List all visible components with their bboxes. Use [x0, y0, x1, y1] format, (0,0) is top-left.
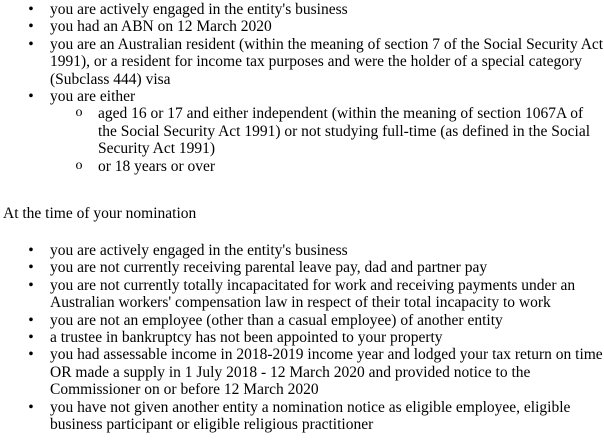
list-item [0, 88, 604, 175]
sub-list-item-text: or 18 years or over [98, 157, 216, 175]
circle-bullet-icon: o [75, 105, 83, 121]
circle-bullet-icon: o [75, 157, 83, 173]
bullet-icon: • [28, 311, 34, 329]
list-item-text: you are not currently totally incapacitated for work and receiving payments under an Australian workers' compensation law in respect of their total incapacity to work [50, 276, 576, 312]
list-item-text: you are either [50, 88, 136, 106]
age-sub-list [50, 105, 604, 175]
list-item-text: you had assessable income in 2018-2019 income year and lodged your tax return on time OR made a supply in 1 July 2018 - 12 March 2020 and provided notice to the Commissioner on or before 12 March 2020 [50, 346, 603, 399]
nomination-heading: At the time of your nomination [3, 205, 197, 222]
bullet-icon: • [28, 276, 34, 294]
list-item-text: you have not given another entity a nomination notice as eligible employee, eligible business participant or eligible religious practitioner [50, 398, 571, 434]
bullet-icon: • [28, 242, 34, 259]
bullet-icon: • [28, 1, 34, 18]
list-item-text: you had an ABN on 12 March 2020 [50, 18, 272, 36]
list-item [0, 399, 604, 434]
list-item-text: you are not an employee (other than a casual employee) of another entity [50, 311, 503, 329]
list-item [0, 312, 604, 329]
list-item [0, 18, 604, 35]
bullet-icon: • [28, 346, 34, 364]
sub-list-item-text: aged 16 or 17 and either independent (within the meaning of section 1067A of the Social Security Act 1991) or not studying full-time (as defined in the Social Security Act 1991) [98, 105, 591, 158]
list-item-text: you are actively engaged in the entity's business [50, 242, 348, 259]
bullet-icon: • [28, 259, 34, 277]
list-item-text: a trustee in bankruptcy has not been appointed to your property [50, 329, 443, 347]
list-item-text: you are actively engaged in the entity's business [50, 1, 348, 18]
list-item-text: you are an Australian resident (within the meaning of section 7 of the Social Security Act 1991), or a resident for income tax purposes and were the holder of a special category (Subclass 444) visa [50, 35, 604, 88]
list-item [0, 329, 604, 346]
list-item [0, 277, 604, 312]
bullet-icon: • [28, 18, 34, 36]
list-item [0, 1, 604, 18]
sub-list-item [50, 105, 604, 157]
sub-list-item [50, 158, 604, 175]
bullet-icon: • [28, 398, 34, 416]
nomination-conditions-list [0, 242, 604, 433]
list-item [0, 242, 604, 259]
list-item [0, 36, 604, 88]
bullet-icon: • [28, 329, 34, 347]
eligibility-list [0, 1, 604, 175]
bullet-icon: • [28, 35, 34, 53]
bullet-icon: • [28, 88, 34, 106]
list-item [0, 346, 604, 398]
list-item [0, 259, 604, 276]
list-item-text: you are not currently receiving parental leave pay, dad and partner pay [50, 259, 488, 277]
